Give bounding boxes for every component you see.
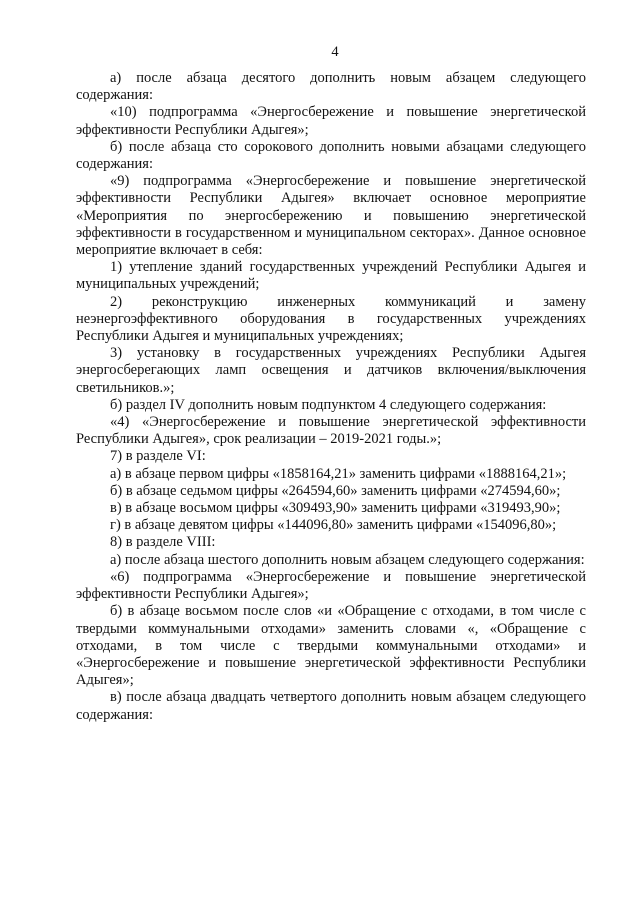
paragraph-8: б) раздел IV дополнить новым подпунктом 4 следующего содержания: [110, 396, 547, 413]
page-number: 4 [331, 44, 339, 60]
paragraph-19: в) после абзаца двадцать четвертого дополнить новым абзацем следующего содержания: [76, 689, 586, 723]
paragraph-3: б) после абзаца сто сорокового дополнить новыми абзацами следующего содержания: [76, 138, 586, 173]
paragraph-4: «9) подпрограмма «Энергосбережение и повышение энергетической эффективности Республики Адыгея» включает основное мероприятие «Мероприятия по энергосбережению и повышению энергетической эффективности в государственном и муниципальном секторах». Данное основное мероприятие включает в себя: [76, 173, 586, 259]
paragraph-14: г) в абзаце девятом цифры «144096,80» заменить цифрами «154096,80»; [110, 517, 557, 534]
paragraph-18: б) в абзаце восьмом после слов «и «Обращение с отходами, в том числе с твердыми коммунальными отходами» заменить словами «, «Обращение с отходами, в том числе с твердыми коммунальными отходами» и «Энергосбережение и повышение энергетической эффективности Республики Адыгея»; [76, 603, 586, 689]
paragraph-15: 8) в разделе VIII: [110, 534, 216, 551]
paragraph-2: «10) подпрограмма «Энергосбережение и повышение энергетической эффективности Республики Адыгея»; [76, 104, 586, 138]
paragraph-17: «6) подпрограмма «Энергосбережение и повышение энергетической эффективности Республики Адыгея»; [76, 568, 586, 603]
paragraph-6: 2) реконструкцию инженерных коммуникаций и замену неэнергоэффективного оборудования в государственных учреждениях Республики Адыгея и муниципальных учреждениях; [76, 293, 586, 345]
paragraph-12: б) в абзаце седьмом цифры «264594,60» заменить цифрами «274594,60»; [110, 482, 561, 499]
paragraph-13: в) в абзаце восьмом цифры «309493,90» заменить цифрами «319493,90»; [110, 500, 561, 517]
paragraph-16: а) после абзаца шестого дополнить новым абзацем следующего содержания: [110, 551, 585, 568]
paragraph-7: 3) установку в государственных учреждениях Республики Адыгея энергосберегающих ламп освещения и датчиков включения/выключения светильников.»; [76, 345, 586, 396]
paragraph-5: 1) утепление зданий государственных учреждений Республики Адыгея и муниципальных учреждений; [76, 259, 586, 293]
paragraph-1: а) после абзаца десятого дополнить новым абзацем следующего содержания: [76, 70, 586, 104]
paragraph-10: 7) в разделе VI: [110, 448, 206, 465]
paragraph-9: «4) «Энергосбережение и повышение энергетической эффективности Республики Адыгея», срок реализации – 2019-2021 годы.»; [76, 414, 586, 448]
paragraph-11: а) в абзаце первом цифры «1858164,21» заменить цифрами «1888164,21»; [110, 465, 567, 482]
